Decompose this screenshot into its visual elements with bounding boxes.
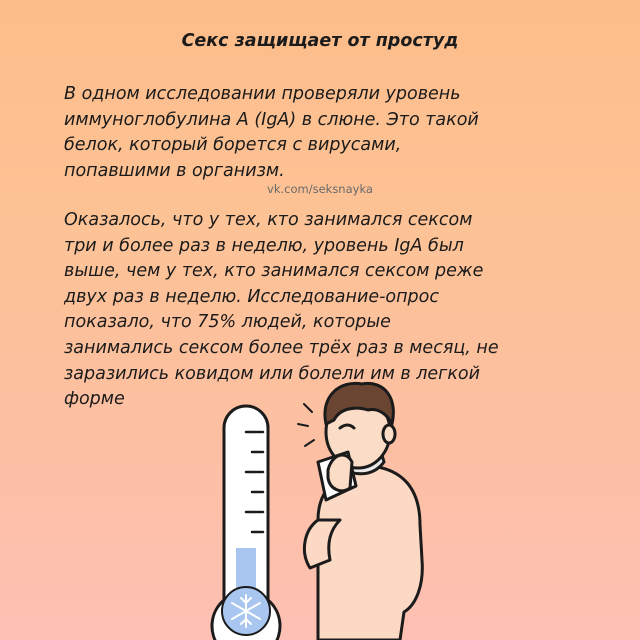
illustration (0, 380, 640, 640)
paragraph-findings: Оказалось, что у тех, кто занимался сексом три и более раз в неделю, уровень IgA был выше, чем у тех, кто занимался сексом реже двух раз в неделю. Исследование-опрос показало, что 75% людей, которые занимались сексом более трёх раз в месяц, не заразились ковидом или болели им в легкой форме (64, 210, 499, 410)
paragraph-intro: В одном исследовании проверяли уровень иммуноглобулина А (IgA) в слюне. Это такой белок, который борется с вирусами, попавшими в организм. (64, 84, 479, 181)
thermometer-icon (212, 406, 280, 640)
watermark: vk.com/seksnayka (267, 182, 373, 196)
sneezing-man-illustration (298, 383, 422, 640)
post-title: Секс защищает от простуд (181, 31, 459, 51)
